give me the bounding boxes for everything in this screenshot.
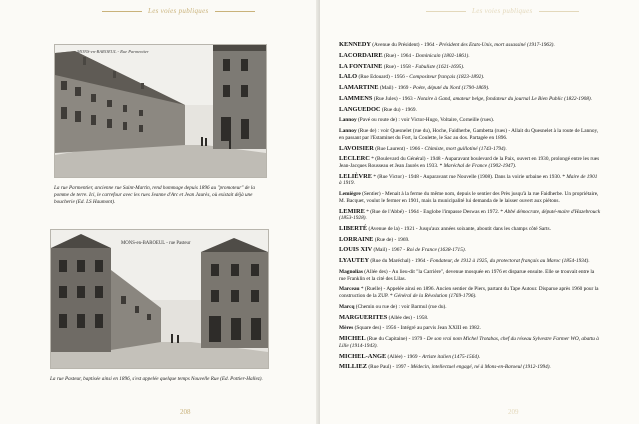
street-name: LOUIS XIV [339, 246, 373, 254]
photo2-title: MONS-en-BAROEUL - rue Pasteur [121, 241, 191, 246]
street-entry [339, 191, 601, 204]
street-name: LA FONTAINE [339, 62, 383, 70]
street-description: * (Rue Victor) - 1948 - Auparavant rue Nouvelle (1908). Dans la voirie urbaine en 1930. * [372, 173, 567, 180]
street-name: KENNEDY [339, 41, 371, 48]
street-name: MILLIEZ [339, 363, 368, 371]
street-name: Marceau [339, 286, 360, 293]
street-entry [339, 64, 601, 71]
street-entry [339, 107, 601, 114]
photo1-title: MONS-en-BAROEUL - Rue Parmentier [77, 49, 149, 54]
street-photo-illustration-2 [51, 230, 268, 368]
photo2-caption: La rue Pasteur, baptisée ainsi en 1896, s'est appelée quelque temps Nouvelle Rue (Ed. Pottier-Hallez). [50, 376, 263, 382]
street-name: Lemiègre [339, 191, 361, 198]
street-description: (Pavé ou route de) : voir Victor-Hugo, Voltaire, Corneille (rues). [356, 117, 495, 124]
street-description: (Rue de) : voir Quesnelet (rue du), Hoche, Faidherbe, Gambetta (rues) - Allait du Quesnelet à la route de Lannoy, en passant par l'Estaminet du Fort, la Coulette, le Sac au dos. Partagée en 1896. [339, 128, 599, 141]
street-description: * (Rue de l'Abbé) - 1964 - Englobe l'impasse Deswas en 1972. * [364, 208, 505, 215]
street-dedication: Chimiste, mort guillotiné (1743-1794). [424, 145, 507, 152]
street-entry [339, 269, 601, 282]
street-name: LEMIRE [339, 207, 365, 215]
street-name: MICHEL-ANGE [339, 352, 387, 360]
street-entry [339, 286, 601, 299]
street-entry [339, 53, 601, 60]
street-entry [339, 146, 601, 153]
left-page [0, 0, 319, 424]
street-entry [339, 85, 601, 92]
street-name: LECLERC [339, 155, 370, 163]
street-description: (Rue) - 1958 - [382, 63, 416, 70]
street-dedication: Maréchal de France (1902-1947). [443, 163, 517, 169]
street-name: Lannoy [339, 128, 357, 135]
street-name: LIBERTÉ [339, 224, 368, 232]
right-page-number: 209 [508, 408, 519, 416]
street-entry [339, 226, 601, 233]
photo-rue-pasteur [50, 229, 269, 369]
street-dedication: Médecin, intellectuel engagé, né à Mons-en-Baroeul (1912-1994). [410, 364, 551, 371]
street-dedication: Général de la Révolution (1769-1796). [394, 293, 477, 299]
street-entry [339, 304, 601, 311]
photo-rue-parmentier [54, 44, 267, 178]
street-name: MARGUERITES [339, 313, 388, 321]
street-description: (Rue Paul) - 1997 - [367, 364, 411, 371]
street-entry [339, 247, 601, 254]
street-photo-illustration [55, 45, 266, 177]
street-name: LANGUEDOC [339, 105, 381, 113]
street-description: (Rue Jules) - 1963 - [372, 95, 418, 102]
street-description: (Mail) - 1967 - [372, 247, 407, 254]
street-name: Magnolias [339, 269, 363, 276]
street-description: (Avenue de la) - 1921 - Jusqu'aux années soixante, aboutit dans les champs côté Sarts. [367, 225, 551, 232]
street-entry [339, 174, 601, 187]
street-dedication: Roi de France (1638-1715). [406, 247, 466, 254]
street-name: MICHEL [339, 335, 366, 343]
street-dedication: Abbé démocrate, député-maire d'Hazebrouck (1853-1928). [339, 208, 601, 222]
street-dedication: Notaire à Gand, amateur belge, fondateur du journal Le Bien Public (1822-1908). [417, 95, 592, 102]
street-entry [339, 336, 601, 349]
street-entry [339, 117, 601, 124]
street-description: (Square des) - 1956 - Intégré au parvis Jean XXIII en 1982. [353, 325, 481, 332]
street-description: (Rue du Maréchal) - 1964 - [369, 258, 430, 265]
street-entry [339, 237, 601, 244]
street-dedication: Président des Etats-Unis, mort assassiné (1917-1963). [438, 42, 555, 48]
street-entry [339, 42, 601, 49]
street-entry [339, 156, 601, 169]
street-description: (Rue Laurent) - 1966 - [373, 145, 425, 152]
left-running-header [96, 7, 261, 15]
street-description: (Rue du) - 1969. [380, 106, 417, 113]
street-name: Mères [339, 325, 354, 332]
street-entry [339, 96, 601, 103]
street-description: (Mail) - 1969 - [378, 85, 413, 92]
street-description: (Rue de) - 1969. [373, 236, 410, 243]
street-entry [339, 325, 601, 332]
street-description: (Allée des) - 1958. [387, 314, 429, 321]
street-dedication: Fondateur, de 1912 à 1925, du protectorat français au Maroc (1854-1934). [429, 258, 590, 265]
street-entry [339, 364, 601, 371]
street-dedication: Dominicain (1802-1861). [415, 52, 470, 59]
street-dedication: Poète, député du Nord (1790-1869). [412, 85, 490, 92]
street-dedication: Maire de 1901 à 1919. [339, 173, 598, 187]
street-dedication: Fabuliste (1621-1695). [415, 63, 465, 70]
street-name: LACORDAIRE [339, 51, 383, 59]
street-description: (Rue) - 1964 - [382, 52, 416, 59]
photo1-caption: La rue Parmentier, ancienne rue Saint-Martin, rend hommage depuis 1896 au "promoteur" de la pomme de terre. Ici, le carrefour avec les rues Jeanne d'Arc et Jean Jaurès, où existait déjà une boucherie (Ed. LS Haumont). [54, 185, 255, 205]
street-dedication: Artiste italien (1475-1564). [421, 353, 481, 360]
street-name: LAVOISIER [339, 144, 374, 152]
street-dedication: Compositeur français (1823-1892). [409, 74, 485, 81]
right-header-text: Les voies publiques [472, 7, 533, 15]
street-name: Lannoy [339, 117, 357, 124]
left-page-number: 208 [180, 408, 191, 416]
street-entry [339, 354, 601, 361]
street-description: (Avenue du Président) - 1964 - [370, 42, 439, 48]
street-index-list [339, 42, 601, 375]
street-name: LAMARTINE [339, 84, 379, 92]
street-entry [339, 315, 601, 322]
street-description: (Rue Edouard) - 1956 - [357, 74, 410, 81]
street-entry [339, 258, 601, 265]
street-name: LELIÈVRE [339, 172, 373, 180]
street-dedication: De son vrai nom Michel Trotabas, chef du réseau Sylvestre Farmer WO, abattu à Lille (1914-1943). [339, 336, 599, 349]
street-entry [339, 209, 601, 222]
street-description: (Rue du Capitaine) - 1979 - [365, 336, 427, 343]
street-name: Marcq [339, 303, 355, 310]
street-description: (Chemin ou rue de) : voir Barmul (rue du). [354, 303, 447, 310]
street-entry [339, 74, 601, 81]
street-entry [339, 128, 601, 141]
street-description: (Allée) - 1969 - [386, 353, 422, 360]
left-header-text: Les voies publiques [148, 7, 209, 15]
street-description: * (Ruelle) - Appelée ainsi en 1896. Ancien sentier de Piers, partant du Tape Autour. Disparue après 1960 pour la construction de la ZUP. * [339, 286, 599, 299]
street-description: (Sentier) - Menait à la ferme du même nom, depuis le sentier des Près jusqu'à la rue Faidherbe. Un propriétaire, M. Bacquet, voulut le fermer en 1901, mais la municipalité lui demanda de le laisser ouvert aux piétons. [339, 191, 599, 204]
right-running-header [420, 7, 585, 15]
street-name: LORRAINE [339, 235, 374, 243]
street-name: LYAUTEY [339, 257, 370, 265]
street-description: (Allée des) - Au lieu-dit "la Carrière", devenue mosquée en 1976 et disparue ensuite. Elle se trouvait entre la rue Franklin et la cité des Lilas. [339, 269, 595, 282]
street-name: LALO [339, 73, 358, 81]
street-description: * (Boulevard du Général) - 1948 - Auparavant boulevard de la Paix, ouvert en 1930, prolongé entre les rues Jean-Jacques Rousseau et Jean Jaurès en 1933. * [339, 156, 600, 169]
street-name: LAMMENS [339, 94, 373, 102]
